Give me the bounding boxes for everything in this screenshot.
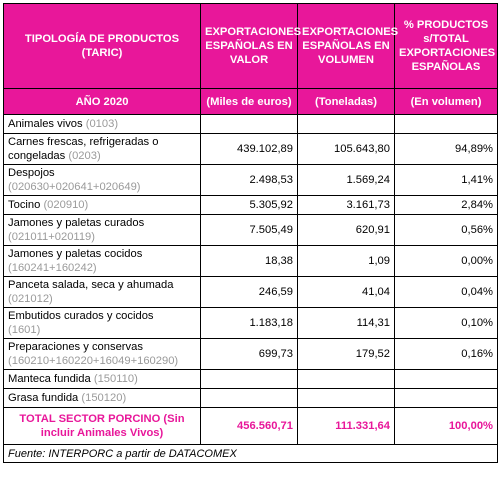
table-row [4, 215, 498, 246]
product-name: Tocino [8, 199, 41, 211]
header-tipologia: TIPOLOGÍA DE PRODUCTOS (TARIC) [4, 4, 201, 89]
total-pct: 100,00% [395, 408, 498, 445]
table-row [4, 165, 498, 196]
header-volumen: EXPORTACIONES ESPAÑOLAS EN VOLUMEN [298, 4, 395, 89]
valor-cell: 439.102,89 [201, 134, 298, 165]
pct-cell: 2,84% [395, 196, 498, 215]
table-row [4, 246, 498, 277]
pct-cell: 0,00% [395, 246, 498, 277]
header-row [4, 4, 498, 89]
table-row [4, 370, 498, 389]
product-name: Panceta salada, seca y ahumada [8, 279, 174, 291]
taric-code: (150120) [81, 392, 127, 404]
export-table-container [3, 3, 497, 463]
unit-volumen: (Toneladas) [298, 89, 395, 115]
volumen-cell: 3.161,73 [298, 196, 395, 215]
product-name: Grasa fundida [8, 392, 79, 404]
taric-code: (021012) [8, 293, 53, 305]
table-row [4, 134, 498, 165]
product-cell [4, 389, 201, 408]
product-cell [4, 246, 201, 277]
product-cell [4, 196, 201, 215]
product-cell [4, 134, 201, 165]
product-name: Animales vivos [8, 118, 83, 130]
header-valor: EXPORTACIONES ESPAÑOLAS EN VALOR [201, 4, 298, 89]
source-row [4, 445, 498, 463]
taric-code: (0203) [68, 150, 101, 162]
taric-code: (0103) [85, 118, 119, 130]
taric-code: (150110) [93, 373, 138, 385]
product-cell [4, 277, 201, 308]
valor-cell: 246,59 [201, 277, 298, 308]
volumen-cell [298, 370, 395, 389]
product-cell [4, 165, 201, 196]
valor-cell: 1.183,18 [201, 308, 298, 339]
export-table [3, 3, 498, 463]
product-name: Embutidos curados y cocidos [8, 310, 154, 322]
taric-code: (021011+020119) [8, 231, 95, 243]
taric-code: (020910) [43, 199, 89, 211]
source-note: Fuente: INTERPORC a partir de DATACOMEX [4, 445, 498, 463]
valor-cell: 18,38 [201, 246, 298, 277]
valor-cell [201, 370, 298, 389]
product-cell [4, 339, 201, 370]
year-row [4, 89, 498, 115]
pct-cell: 94,89% [395, 134, 498, 165]
table-row [4, 277, 498, 308]
pct-cell [395, 370, 498, 389]
product-name: Jamones y paletas cocidos [8, 248, 143, 260]
product-cell [4, 308, 201, 339]
pct-cell: 0,16% [395, 339, 498, 370]
table-row [4, 308, 498, 339]
total-valor: 456.560,71 [201, 408, 298, 445]
table-row [4, 389, 498, 408]
volumen-cell [298, 389, 395, 408]
product-name: Manteca fundida [8, 373, 91, 385]
table-row [4, 196, 498, 215]
total-row [4, 408, 498, 445]
pct-cell: 0,56% [395, 215, 498, 246]
taric-code: (1601) [8, 324, 41, 336]
valor-cell [201, 389, 298, 408]
product-name: Carnes frescas, refrigeradas o congeladas [8, 136, 159, 162]
taric-code: (160241+160242) [8, 262, 97, 274]
pct-cell: 1,41% [395, 165, 498, 196]
header-pct: % PRODUCTOS s/TOTAL EXPORTACIONES ESPAÑOLAS [395, 4, 498, 89]
unit-valor: (Miles de euros) [201, 89, 298, 115]
valor-cell: 5.305,92 [201, 196, 298, 215]
year-label: AÑO 2020 [4, 89, 201, 115]
valor-cell: 699,73 [201, 339, 298, 370]
product-name: Despojos [8, 167, 55, 179]
pct-cell [395, 389, 498, 408]
product-cell [4, 370, 201, 389]
volumen-cell: 41,04 [298, 277, 395, 308]
table-row [4, 339, 498, 370]
total-label: TOTAL SECTOR PORCINO (Sin incluir Animales Vivos) [4, 408, 201, 445]
valor-cell [201, 115, 298, 134]
total-volumen: 111.331,64 [298, 408, 395, 445]
pct-cell [395, 115, 498, 134]
volumen-cell: 114,31 [298, 308, 395, 339]
volumen-cell [298, 115, 395, 134]
product-cell [4, 215, 201, 246]
pct-cell: 0,10% [395, 308, 498, 339]
table-row [4, 115, 498, 134]
valor-cell: 2.498,53 [201, 165, 298, 196]
volumen-cell: 1,09 [298, 246, 395, 277]
taric-code: (020630+020641+020649) [8, 181, 141, 193]
product-name: Preparaciones y conservas [8, 341, 143, 353]
pct-cell: 0,04% [395, 277, 498, 308]
valor-cell: 7.505,49 [201, 215, 298, 246]
product-name: Jamones y paletas curados [8, 217, 145, 229]
product-cell [4, 115, 201, 134]
taric-code: (160210+160220+16049+160290) [8, 355, 179, 367]
volumen-cell: 179,52 [298, 339, 395, 370]
volumen-cell: 105.643,80 [298, 134, 395, 165]
volumen-cell: 620,91 [298, 215, 395, 246]
unit-pct: (En volumen) [395, 89, 498, 115]
volumen-cell: 1.569,24 [298, 165, 395, 196]
